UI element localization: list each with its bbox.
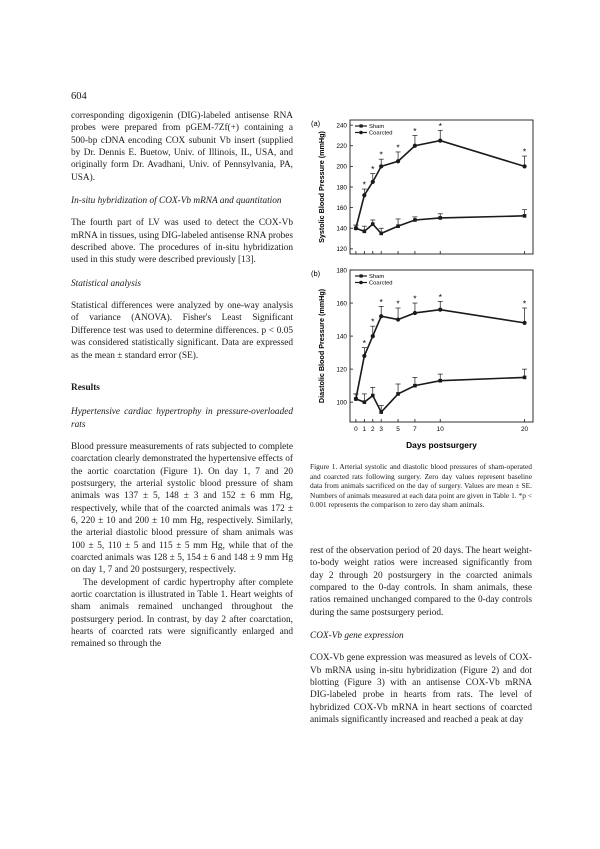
results-paragraph-cox-expression: COX-Vb gene expression was measured as levels of COX-Vb mRNA using in-situ hybridization (Figure 2) and dot blotting (Figure 3) with an antisense COX-Vb mRNA DIG-labeled probe in hearts from rats. The level of hybridized COX-Vb mRNA in heart sections of coarcted animals significantly increased and reached a peak at day (310, 653, 532, 726)
panel-b-coarcted-point (371, 334, 375, 338)
panel-a-y-tick-label: 220 (336, 143, 347, 151)
panel-b-coarcted-point (396, 317, 400, 321)
panel-a-significance-star: * (362, 179, 366, 190)
panel-b-significance-star: * (362, 338, 366, 349)
panel-b-sham-point (396, 392, 400, 396)
panel-b-significance-star: * (438, 291, 442, 302)
subsection-heading-hypertrophy: Hypertensive cardiac hypertrophy in pressure-overloaded rats (71, 407, 293, 430)
panel-a-significance-star: * (413, 125, 417, 136)
panel-b-y-tick-label: 160 (336, 300, 347, 308)
panel-b-significance-star: * (371, 316, 375, 327)
panel-b-coarcted-point (522, 321, 526, 325)
panel-a-y-tick-label: 160 (336, 204, 347, 212)
panel-a-coarcted-point (379, 164, 383, 168)
results-paragraph-blood-pressure: Blood pressure measurements of rats subjected to complete coarctation clearly demonstrated the hypertensive effects of the aortic coarctation (Figure 1). On day 1, 7 and 20 postsurgery, the arterial systolic blood pressure of sham animals was 137 ± 5, 148 ± 3 and 152 ± 6 mm Hg, respectively, while that of the coarcted animals was 172 ± 6, 220 ± 10 and 200 ± 10 mm Hg, respectively. Similarly, the arterial diastolic blood pressure of sham animals was 100 ± 5, 110 ± 5 and 115 ± 5 mm Hg, while that of the coarcted animals was 128 ± 5, 154 ± 6 and 148 ± 9 mm Hg on day 1, 7 and 20 postsurgery, respectively. (71, 441, 293, 576)
panel-a-coarcted-point (438, 139, 442, 143)
section-heading-statistics: Statistical analysis (71, 278, 141, 289)
panel-b-significance-star: * (396, 298, 400, 309)
page-number: 604 (71, 91, 87, 102)
panel-a-significance-star: * (379, 149, 383, 160)
panel-b-y-tick-label: 100 (336, 399, 347, 407)
panel-b-sham-point (438, 379, 442, 383)
panel-b-sham-point (523, 376, 527, 380)
methods-paragraph-probes: corresponding digoxigenin (DIG)-labeled antisense RNA probes were prepared from pGEM-7Zf(+) containing a 500-bp cDNA encoding COX subunit Vb insert (supplied by Dr. Dennis E. Buetow, Univ. of Illinois, IL, USA, and originally form Dr. Avadhani, Univ. of Pennsylvania, PA, USA). (71, 111, 293, 183)
panel-b-coarcted-point (438, 308, 442, 312)
panel-a-coarcted-point (522, 164, 526, 168)
panel-a-y-tick-label: 120 (336, 246, 347, 254)
panel-b-legend-coarcted-marker (359, 281, 363, 285)
panel-a-significance-star: * (396, 142, 400, 153)
panel-b-coarcted-point (362, 354, 366, 358)
left-column (71, 110, 293, 651)
panel-b-y-tick-label: 120 (336, 366, 347, 374)
methods-paragraph-in-situ: The fourth part of LV was used to detect the COX-Vb mRNA in tissues, using DIG-labeled antisense RNA probes described above. The procedures of in-situ hybridization used in this study were described previously [13]. (71, 218, 293, 266)
panel-a-y-tick-label: 240 (336, 122, 347, 130)
panel-a-legend-sham-label: Sham (369, 124, 385, 130)
panel-b-x-tick-label: 7 (413, 426, 417, 433)
panel-b-significance-star: * (379, 296, 383, 307)
subsection-heading-cox-expression: COX-Vb gene expression (310, 631, 404, 642)
section-heading-in-situ: In-situ hybridization of COX-Vb mRNA and quantitation (71, 196, 282, 207)
panel-a-significance-star: * (371, 164, 375, 175)
panel-a-sham-point (371, 222, 375, 226)
panel-b-sham-point (363, 400, 367, 404)
panel-a-coarcted-point (354, 226, 358, 230)
panel-b-sham-point (371, 394, 375, 398)
panel-a-y-tick-label: 200 (336, 163, 347, 171)
panel-b-sham-point (413, 384, 417, 388)
results-paragraph-hypertrophy: The development of cardic hypertrophy after complete aortic coarctation is illustrated in Table 1. Heart weights of sham animals remained unchanged throughout the postsurgery period. In contrast, by day 2 after coarctation, hearts of coarcted rats were significantly enlarged and remained so through the (71, 577, 293, 650)
panel-b-coarcted-point (413, 311, 417, 315)
panel-b-significance-star: * (413, 293, 417, 304)
panel-a-coarcted-point (362, 193, 366, 197)
results-paragraph-weight-ratio: rest of the observation period of 20 days. The heart weight-to-body weight ratios were increased significantly from day 2 through 20 postsurgery in the coarcted animals compared to the 0-day controls. In sham animals, these ratios remained unchanged compared to the 0-day controls during the same postsurgery period. (310, 546, 532, 618)
panel-b-x-tick-label: 3 (379, 426, 383, 433)
methods-paragraph-statistics: Statistical differences were analyzed by one-way analysis of variance (ANOVA). Fisher's Least Significant Difference test was used to determine differences. p < 0.05 was considered statistically significant. Data are expressed as the mean ± standard error (SE). (71, 301, 293, 361)
panel-a-y-axis-label: Systolic Blood Pressure (mmHg) (317, 131, 326, 243)
panel-b-label: (b) (311, 269, 321, 278)
section-heading-results: Results (71, 382, 100, 393)
panel-a-sham-point (363, 230, 367, 234)
panel-b-sham-point (379, 410, 383, 414)
panel-b-x-tick-label: 1 (362, 426, 367, 433)
panel-a-y-tick-label: 180 (336, 184, 347, 192)
panel-b-y-tick-label: 180 (336, 267, 347, 275)
figure-caption: Figure 1. Arterial systolic and diastolic blood pressures of sham-operated and coarcted rats following surgery. Zero day values represent baseline data from animals sacrificed on the day of surgery. Values are mean ± SE. Numbers of animals measured at each data point are given in Table 1. *p < 0.001 represents the comparison to zero day sham animals. (310, 462, 532, 510)
panel-b-y-tick-label: 140 (336, 333, 347, 341)
panel-b-x-tick-label: 2 (370, 426, 375, 433)
panel-a-sham-point (413, 218, 417, 222)
panel-a-significance-star: * (522, 146, 527, 157)
panel-b-coarcted-point (379, 314, 383, 318)
panel-b-coarcted-point (354, 397, 358, 401)
figure-1 (310, 112, 540, 457)
panel-a-sham-point (396, 224, 400, 228)
right-column-text (310, 545, 532, 726)
panel-a-coarcted-point (396, 159, 400, 163)
panel-a-legend-sham-marker (360, 124, 363, 127)
panel-b-legend-sham-marker (360, 274, 363, 277)
panel-b-x-tick-label: 0 (354, 426, 358, 433)
panel-b-x-tick-label: 5 (396, 426, 400, 433)
panel-a-sham-point (523, 214, 527, 218)
figure-1-chart (310, 112, 540, 457)
x-axis-label: Days postsurgery (406, 440, 477, 450)
panel-b-coarcted-line (356, 310, 525, 399)
panel-b-y-axis-label: Diastolic Blood Pressure (mmHg) (317, 288, 326, 404)
panel-a-coarcted-point (413, 144, 417, 148)
panel-a-label: (a) (311, 119, 321, 128)
panel-a-sham-point (379, 232, 383, 236)
panel-b-significance-star: * (522, 298, 527, 309)
panel-a-legend-coarcted-marker (359, 131, 363, 135)
panel-a-sham-point (438, 216, 442, 220)
panel-b-legend-sham-label: Sham (369, 274, 385, 280)
panel-a-y-tick-label: 140 (336, 225, 347, 233)
panel-a-legend-coarcted-label: Coarcted (369, 130, 393, 137)
panel-a-coarcted-point (371, 180, 375, 184)
panel-b-x-tick-label: 20 (521, 426, 529, 433)
panel-a-significance-star: * (438, 120, 442, 131)
panel-b-x-tick-label: 10 (436, 426, 444, 433)
panel-b-legend-coarcted-label: Coarcted (369, 280, 393, 287)
